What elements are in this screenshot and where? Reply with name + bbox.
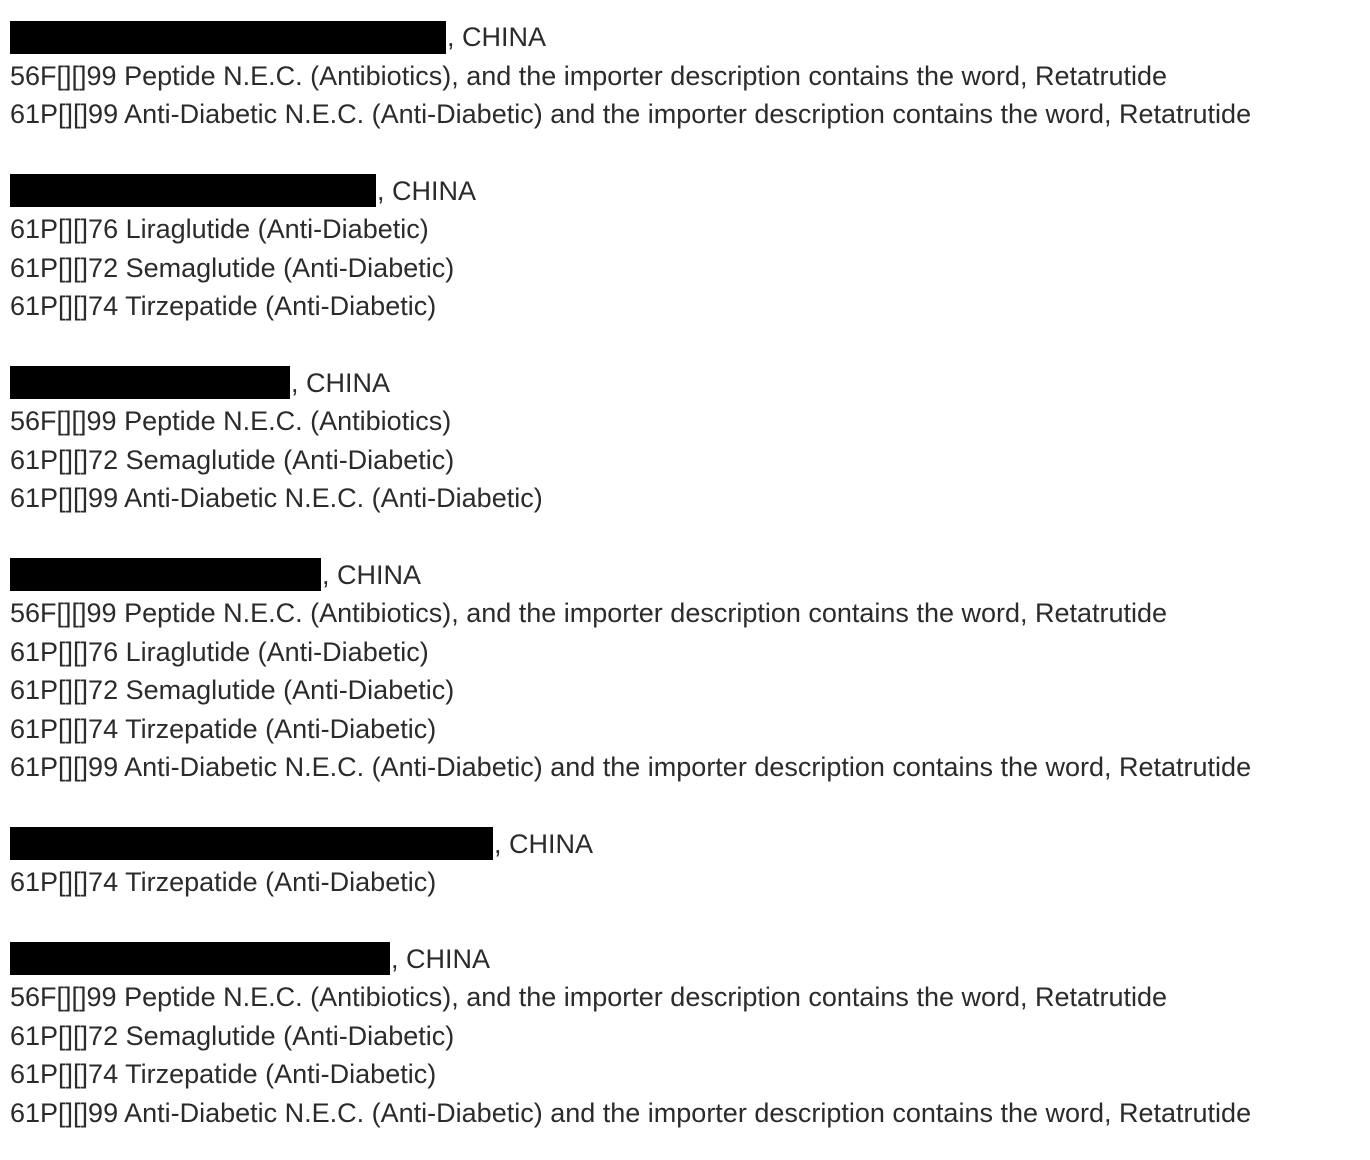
product-line: 56F[][]99 Peptide N.E.C. (Antibiotics), and the importer description contains the word, Retatrutide [10, 982, 1168, 1012]
product-line: 61P[][]99 Anti-Diabetic N.E.C. (Anti-Diabetic) and the importer description contains the word, Retatrutide [10, 99, 1252, 129]
company-country: , CHINA [377, 175, 477, 206]
redacted-company-name [10, 174, 376, 207]
company-block [10, 172, 1370, 326]
company-block [10, 364, 1370, 518]
company-country: , CHINA [447, 22, 547, 52]
product-line: 61P[][]99 Anti-Diabetic N.E.C. (Anti-Diabetic) [10, 483, 543, 513]
company-header [10, 556, 1370, 595]
product-line: 61P[][]74 Tirzepatide (Anti-Diabetic) [10, 867, 437, 897]
product-line: 61P[][]74 Tirzepatide (Anti-Diabetic) [10, 291, 437, 321]
company-header [10, 825, 1370, 864]
company-header [10, 940, 1370, 979]
product-line: 61P[][]76 Liraglutide (Anti-Diabetic) [10, 214, 429, 244]
product-line: 61P[][]72 Semaglutide (Anti-Diabetic) [10, 1020, 455, 1051]
product-line: 56F[][]99 Peptide N.E.C. (Antibiotics) [10, 406, 452, 436]
company-country: , CHINA [291, 367, 391, 398]
company-header [10, 172, 1370, 211]
redacted-company-name [10, 827, 493, 860]
product-line: 61P[][]99 Anti-Diabetic N.E.C. (Anti-Diabetic) and the importer description contains the word, Retatrutide [10, 752, 1252, 782]
product-line: 61P[][]99 Anti-Diabetic N.E.C. (Anti-Diabetic) and the importer description contains the word, Retatrutide [10, 1097, 1252, 1128]
redacted-company-name [10, 942, 390, 975]
product-line: 61P[][]74 Tirzepatide (Anti-Diabetic) [10, 713, 437, 744]
company-block [10, 940, 1370, 1133]
company-country: , CHINA [391, 943, 491, 974]
company-country: , CHINA [322, 559, 422, 590]
product-line: 56F[][]99 Peptide N.E.C. (Antibiotics), and the importer description contains the word, Retatrutide [10, 60, 1168, 91]
company-country: , CHINA [494, 828, 594, 859]
product-line: 61P[][]72 Semaglutide (Anti-Diabetic) [10, 252, 455, 283]
company-block [10, 18, 1370, 134]
company-block [10, 556, 1370, 787]
product-line: 56F[][]99 Peptide N.E.C. (Antibiotics), and the importer description contains the word, Retatrutide [10, 598, 1168, 628]
product-line: 61P[][]74 Tirzepatide (Anti-Diabetic) [10, 1059, 437, 1089]
company-header [10, 18, 1370, 57]
redacted-company-name [10, 21, 446, 54]
product-line: 61P[][]72 Semaglutide (Anti-Diabetic) [10, 675, 455, 705]
product-line: 61P[][]72 Semaglutide (Anti-Diabetic) [10, 444, 455, 475]
company-block [10, 825, 1370, 902]
company-header [10, 364, 1370, 403]
product-line: 61P[][]76 Liraglutide (Anti-Diabetic) [10, 636, 429, 667]
redacted-company-name [10, 558, 321, 591]
redacted-company-name [10, 366, 290, 399]
